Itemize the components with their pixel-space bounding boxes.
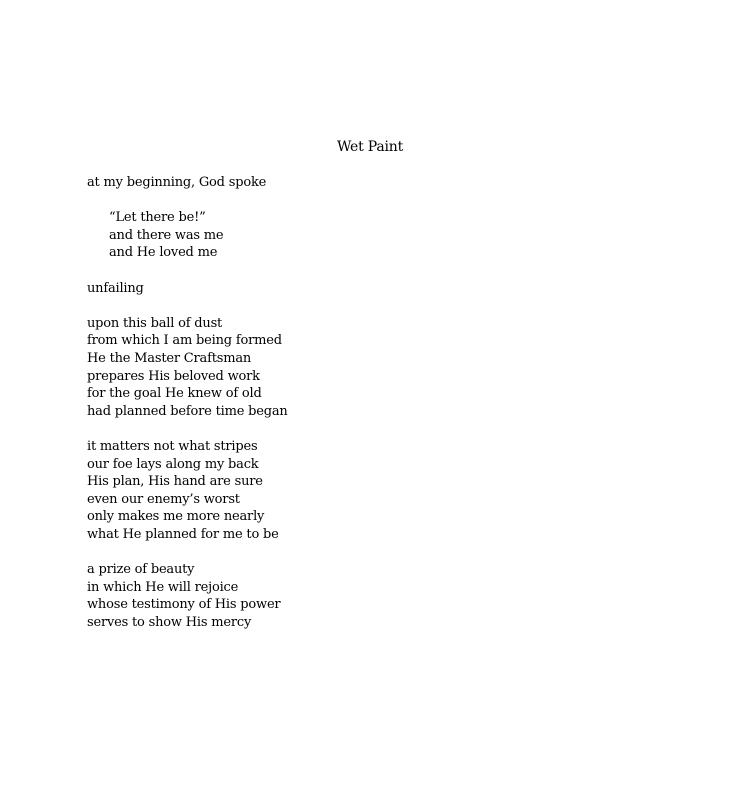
poem-line: “Let there be!”: [109, 210, 206, 226]
poem-line: even our enemy’s worst: [87, 491, 240, 507]
poem-line: He the Master Craftsman: [87, 350, 252, 366]
stanza-5: [87, 438, 288, 544]
poem-line: and there was me: [109, 227, 224, 243]
poem-line: a prize of beauty: [87, 562, 195, 578]
poem-line: serves to show His mercy: [87, 614, 252, 630]
poem-title: Wet Paint: [336, 139, 404, 155]
poem-line: in which He will rejoice: [87, 579, 239, 595]
poem-line: and He loved me: [109, 245, 218, 261]
poem-line: at my beginning, God spoke: [87, 175, 267, 190]
poem-line: for the goal He knew of old: [87, 386, 262, 402]
poem-line: whose testimony of His power: [87, 597, 281, 613]
poem-line: His plan, His hand are sure: [87, 474, 263, 490]
poem-line: what He planned for me to be: [87, 526, 279, 542]
stanza-2: [87, 209, 288, 262]
poem-line: it matters not what stripes: [87, 438, 258, 454]
poem-line: unfailing: [87, 280, 144, 296]
poem-line: had planned before time began: [87, 403, 288, 419]
stanza-4: [87, 315, 288, 421]
poem-line: from which I am being formed: [87, 333, 282, 349]
poem-line: prepares His beloved work: [87, 368, 260, 384]
stanza-3: [87, 280, 288, 298]
stanza-1: [87, 174, 288, 192]
poem-body: [87, 174, 288, 649]
stanza-6: [87, 561, 288, 631]
poem-line: our foe lays along my back: [87, 456, 259, 472]
poem-line: upon this ball of dust: [87, 315, 223, 331]
poem-line: only makes me more nearly: [87, 509, 265, 525]
